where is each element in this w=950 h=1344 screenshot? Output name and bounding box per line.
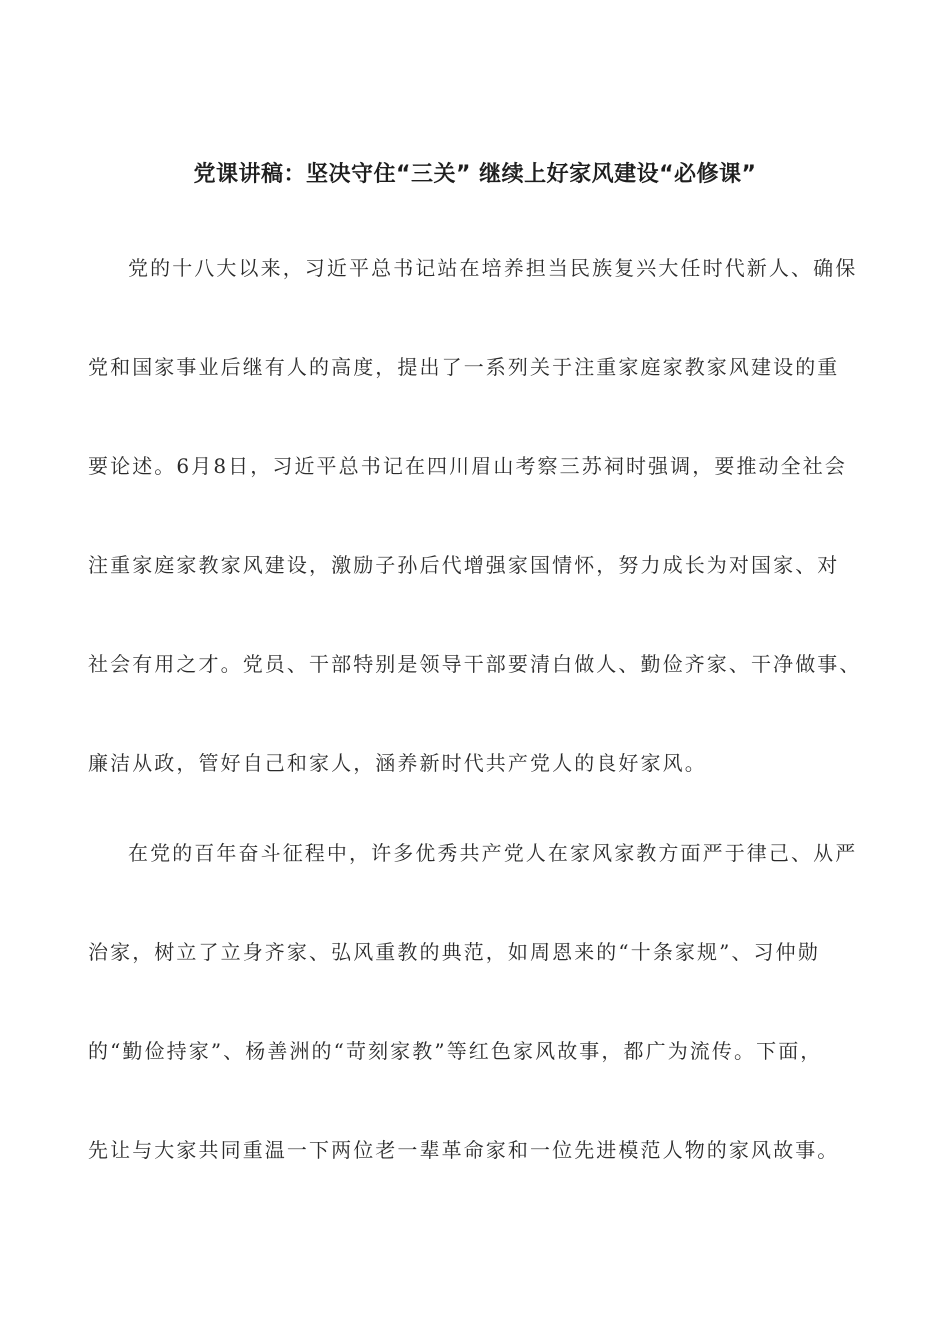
paragraph-line: 治家，树立了立身齐家、弘风重教的典范，如周恩来的“十条家规”、习仲勋 — [88, 940, 820, 964]
paragraph-line: 注重家庭家教家风建设，激励子孙后代增强家国情怀，努力成长为对国家、对 — [88, 553, 840, 577]
paragraph-line: 廉洁从政，管好自己和家人，涵养新时代共产党人的良好家风。 — [88, 751, 707, 775]
paragraph-line: 的“勤俭持家”、杨善洲的“苛刻家教”等红色家风故事，都广为流传。下面， — [88, 1039, 823, 1063]
document-title: 党课讲稿：坚决守住“三关” 继续上好家风建设“必修课” — [193, 162, 757, 187]
paragraph-line: 在党的百年奋斗征程中，许多优秀共产党人在家风家教方面严于律己、从严 — [128, 841, 858, 865]
paragraph-line: 社会有用之才。党员、干部特别是领导干部要清白做人、勤俭齐家、干净做事、 — [88, 652, 862, 676]
paragraph-line: 先让与大家共同重温一下两位老一辈革命家和一位先进模范人物的家风故事。 — [88, 1138, 840, 1162]
paragraph-line: 党和国家事业后继有人的高度，提出了一系列关于注重家庭家教家风建设的重 — [88, 355, 840, 379]
paragraph-line: 要论述。6月8日，习近平总书记在四川眉山考察三苏祠时强调，要推动全社会 — [88, 454, 847, 478]
paragraph-line: 党的十八大以来，习近平总书记站在培养担当民族复兴大任时代新人、确保 — [128, 256, 858, 280]
